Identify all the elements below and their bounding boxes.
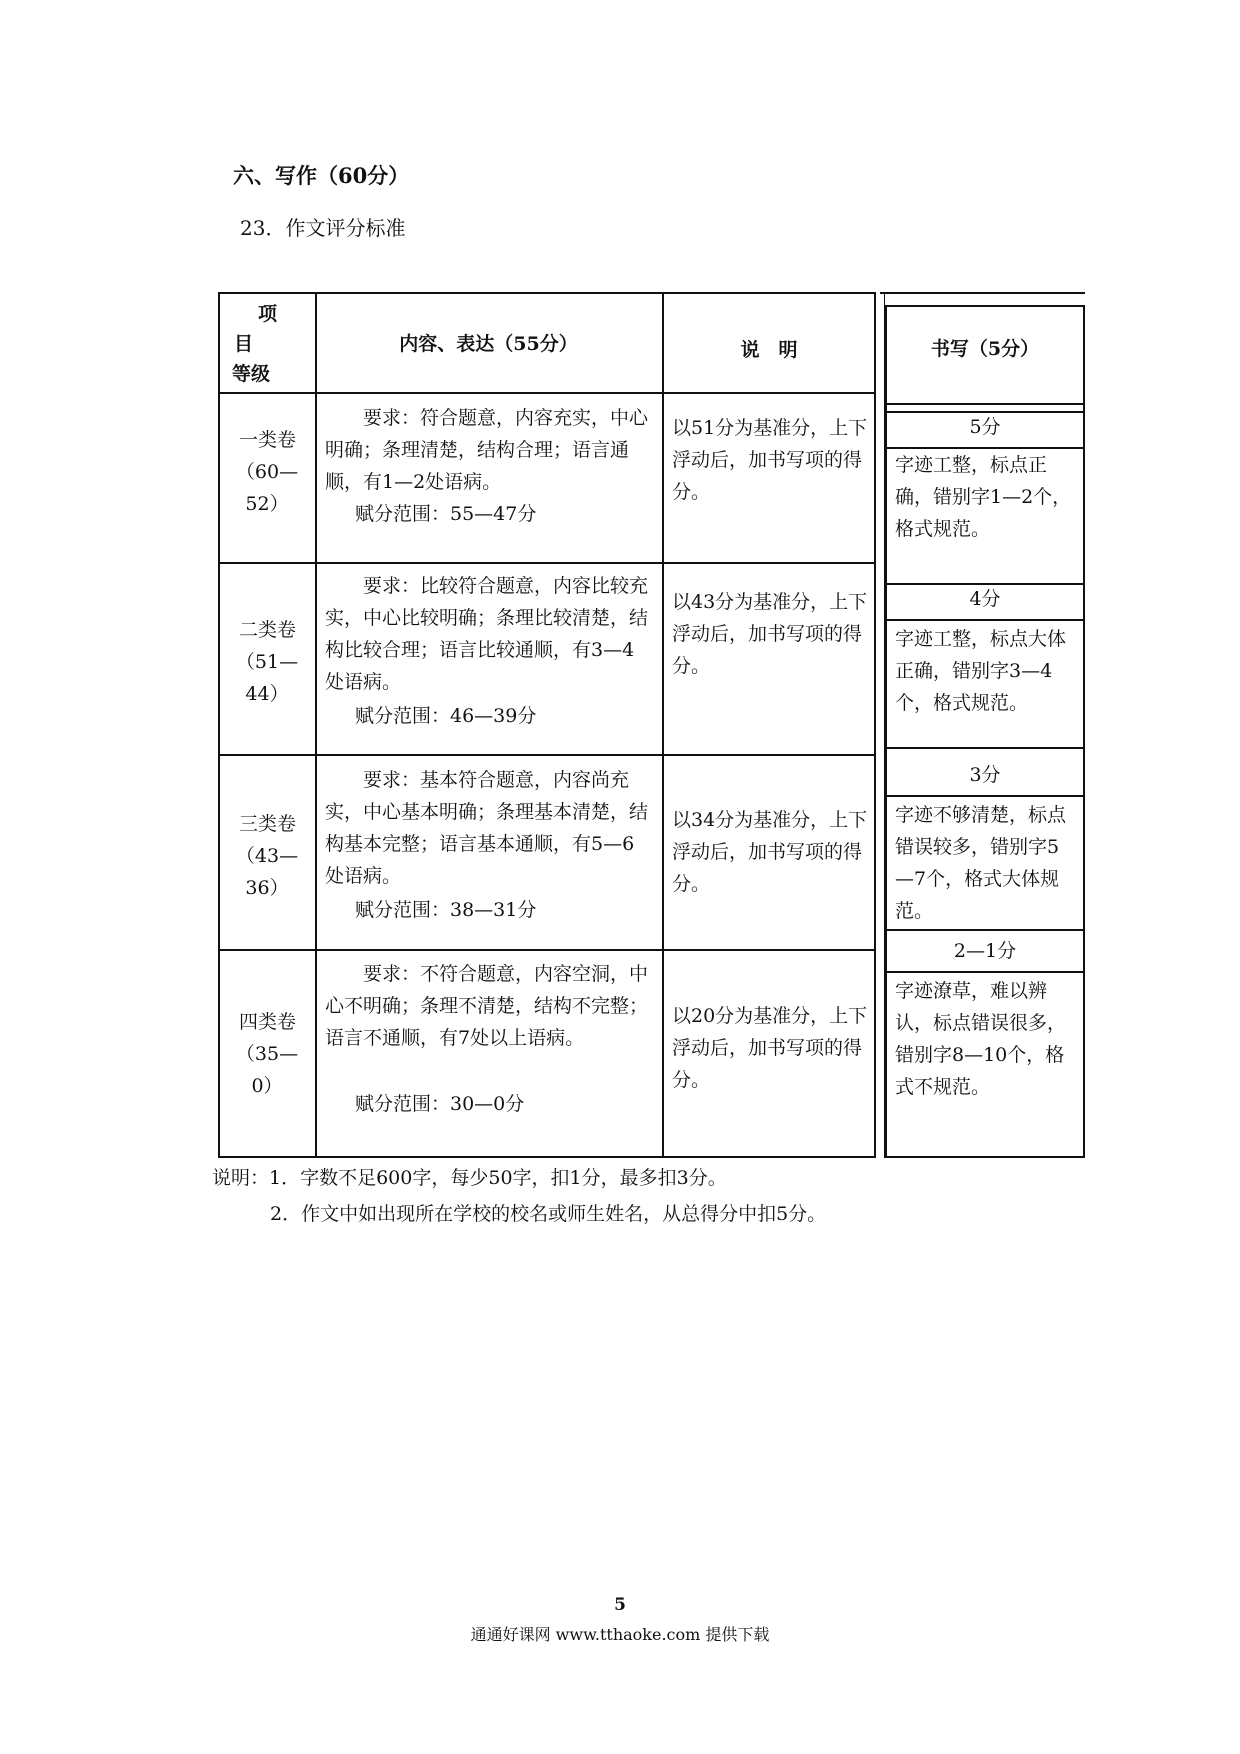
page-number: 5 [614, 1595, 626, 1615]
explanation-text: 以34分为基准分，上下浮动后，加书写项的得分。 [672, 809, 868, 895]
corner-label-bottom: 等级 [232, 363, 271, 385]
writing-top-border [880, 292, 1085, 294]
writing-desc: 字迹工整，标点正确，错别字1—2个，格式规范。 [895, 454, 1072, 540]
grade-range: （60—52） [235, 461, 299, 515]
writing-table [885, 305, 1085, 1158]
requirement-text: 要求：比较符合题意，内容比较充实，中心比较明确；条理比较清楚，结构比较合理；语言比较通顺，有3—4处语病。 [325, 575, 649, 693]
explanation-text: 以51分为基准分，上下浮动后，加书写项的得分。 [672, 417, 868, 503]
writing-line [887, 403, 1083, 405]
requirement-text: 要求：不符合题意，内容空洞，中心不明确；条理不清楚，结构不完整；语言不通顺，有7处以上语病。 [325, 963, 649, 1049]
writing-line [887, 971, 1083, 973]
explanation-text: 以20分为基准分，上下浮动后，加书写项的得分。 [672, 1005, 868, 1091]
grade-name: 三类卷 [238, 813, 296, 835]
question-title: 23．作文评分标准 [240, 216, 406, 240]
grade-name: 二类卷 [238, 619, 296, 641]
requirement-text: 要求：符合题意，内容充实，中心明确；条理清楚，结构合理；语言通顺，有1—2处语病。 [325, 407, 649, 493]
grade-range: （43—36） [235, 845, 299, 899]
corner-label-top: 项 [258, 303, 278, 325]
row-divider-3 [220, 949, 874, 951]
writing-gap [876, 292, 885, 1158]
writing-line [887, 619, 1083, 621]
explanation-text: 以43分为基准分，上下浮动后，加书写项的得分。 [672, 591, 868, 677]
row-divider-1 [220, 562, 874, 564]
header-divider [220, 392, 874, 394]
score-range: 赋分范围：46—39分 [355, 705, 537, 727]
row-divider-2 [220, 754, 874, 756]
writing-desc: 字迹潦草，难以辨认，标点错误很多，错别字8—10个，格式不规范。 [895, 980, 1067, 1098]
grade-range: （35—0） [235, 1043, 299, 1097]
col-divider-2 [662, 294, 664, 1156]
writing-line [887, 929, 1083, 931]
score-range: 赋分范围：38—31分 [355, 899, 537, 921]
footer-credit: 通通好课网 www.tthaoke.com 提供下载 [470, 1625, 770, 1644]
scoring-table [218, 292, 876, 1158]
writing-line [887, 747, 1083, 749]
grade-name: 一类卷 [238, 429, 296, 451]
writing-score: 3分 [969, 764, 1001, 786]
section-title: 六、写作（60分） [233, 163, 410, 188]
grade-range: （51—44） [235, 651, 299, 705]
note-2: 2．作文中如出现所在学校的校名或师生姓名，从总得分中扣5分。 [270, 1203, 827, 1225]
header-writing: 书写（5分） [930, 338, 1040, 360]
writing-desc: 字迹工整，标点大体正确，错别字3—4个，格式规范。 [895, 628, 1067, 714]
header-content: 内容、表达（55分） [399, 333, 578, 355]
writing-score: 5分 [969, 416, 1001, 438]
score-range: 赋分范围：30—0分 [355, 1093, 525, 1115]
col-divider-1 [315, 294, 317, 1156]
note-1: 说明：1．字数不足600字，每少50字，扣1分，最多扣3分。 [212, 1167, 727, 1189]
header-explain: 说 明 [740, 339, 798, 361]
score-range: 赋分范围：55—47分 [355, 503, 537, 525]
requirement-text: 要求：基本符合题意，内容尚充实，中心基本明确；条理基本清楚，结构基本完整；语言基本通顺，有5—6处语病。 [325, 769, 649, 887]
writing-desc: 字迹不够清楚，标点错误较多，错别字5—7个，格式大体规范。 [895, 804, 1067, 922]
writing-line [887, 795, 1083, 797]
writing-score: 2—1分 [953, 940, 1017, 962]
grade-name: 四类卷 [238, 1011, 296, 1033]
corner-label-mid: 目 [234, 333, 254, 355]
writing-score: 4分 [969, 588, 1001, 610]
notes [212, 1160, 826, 1232]
